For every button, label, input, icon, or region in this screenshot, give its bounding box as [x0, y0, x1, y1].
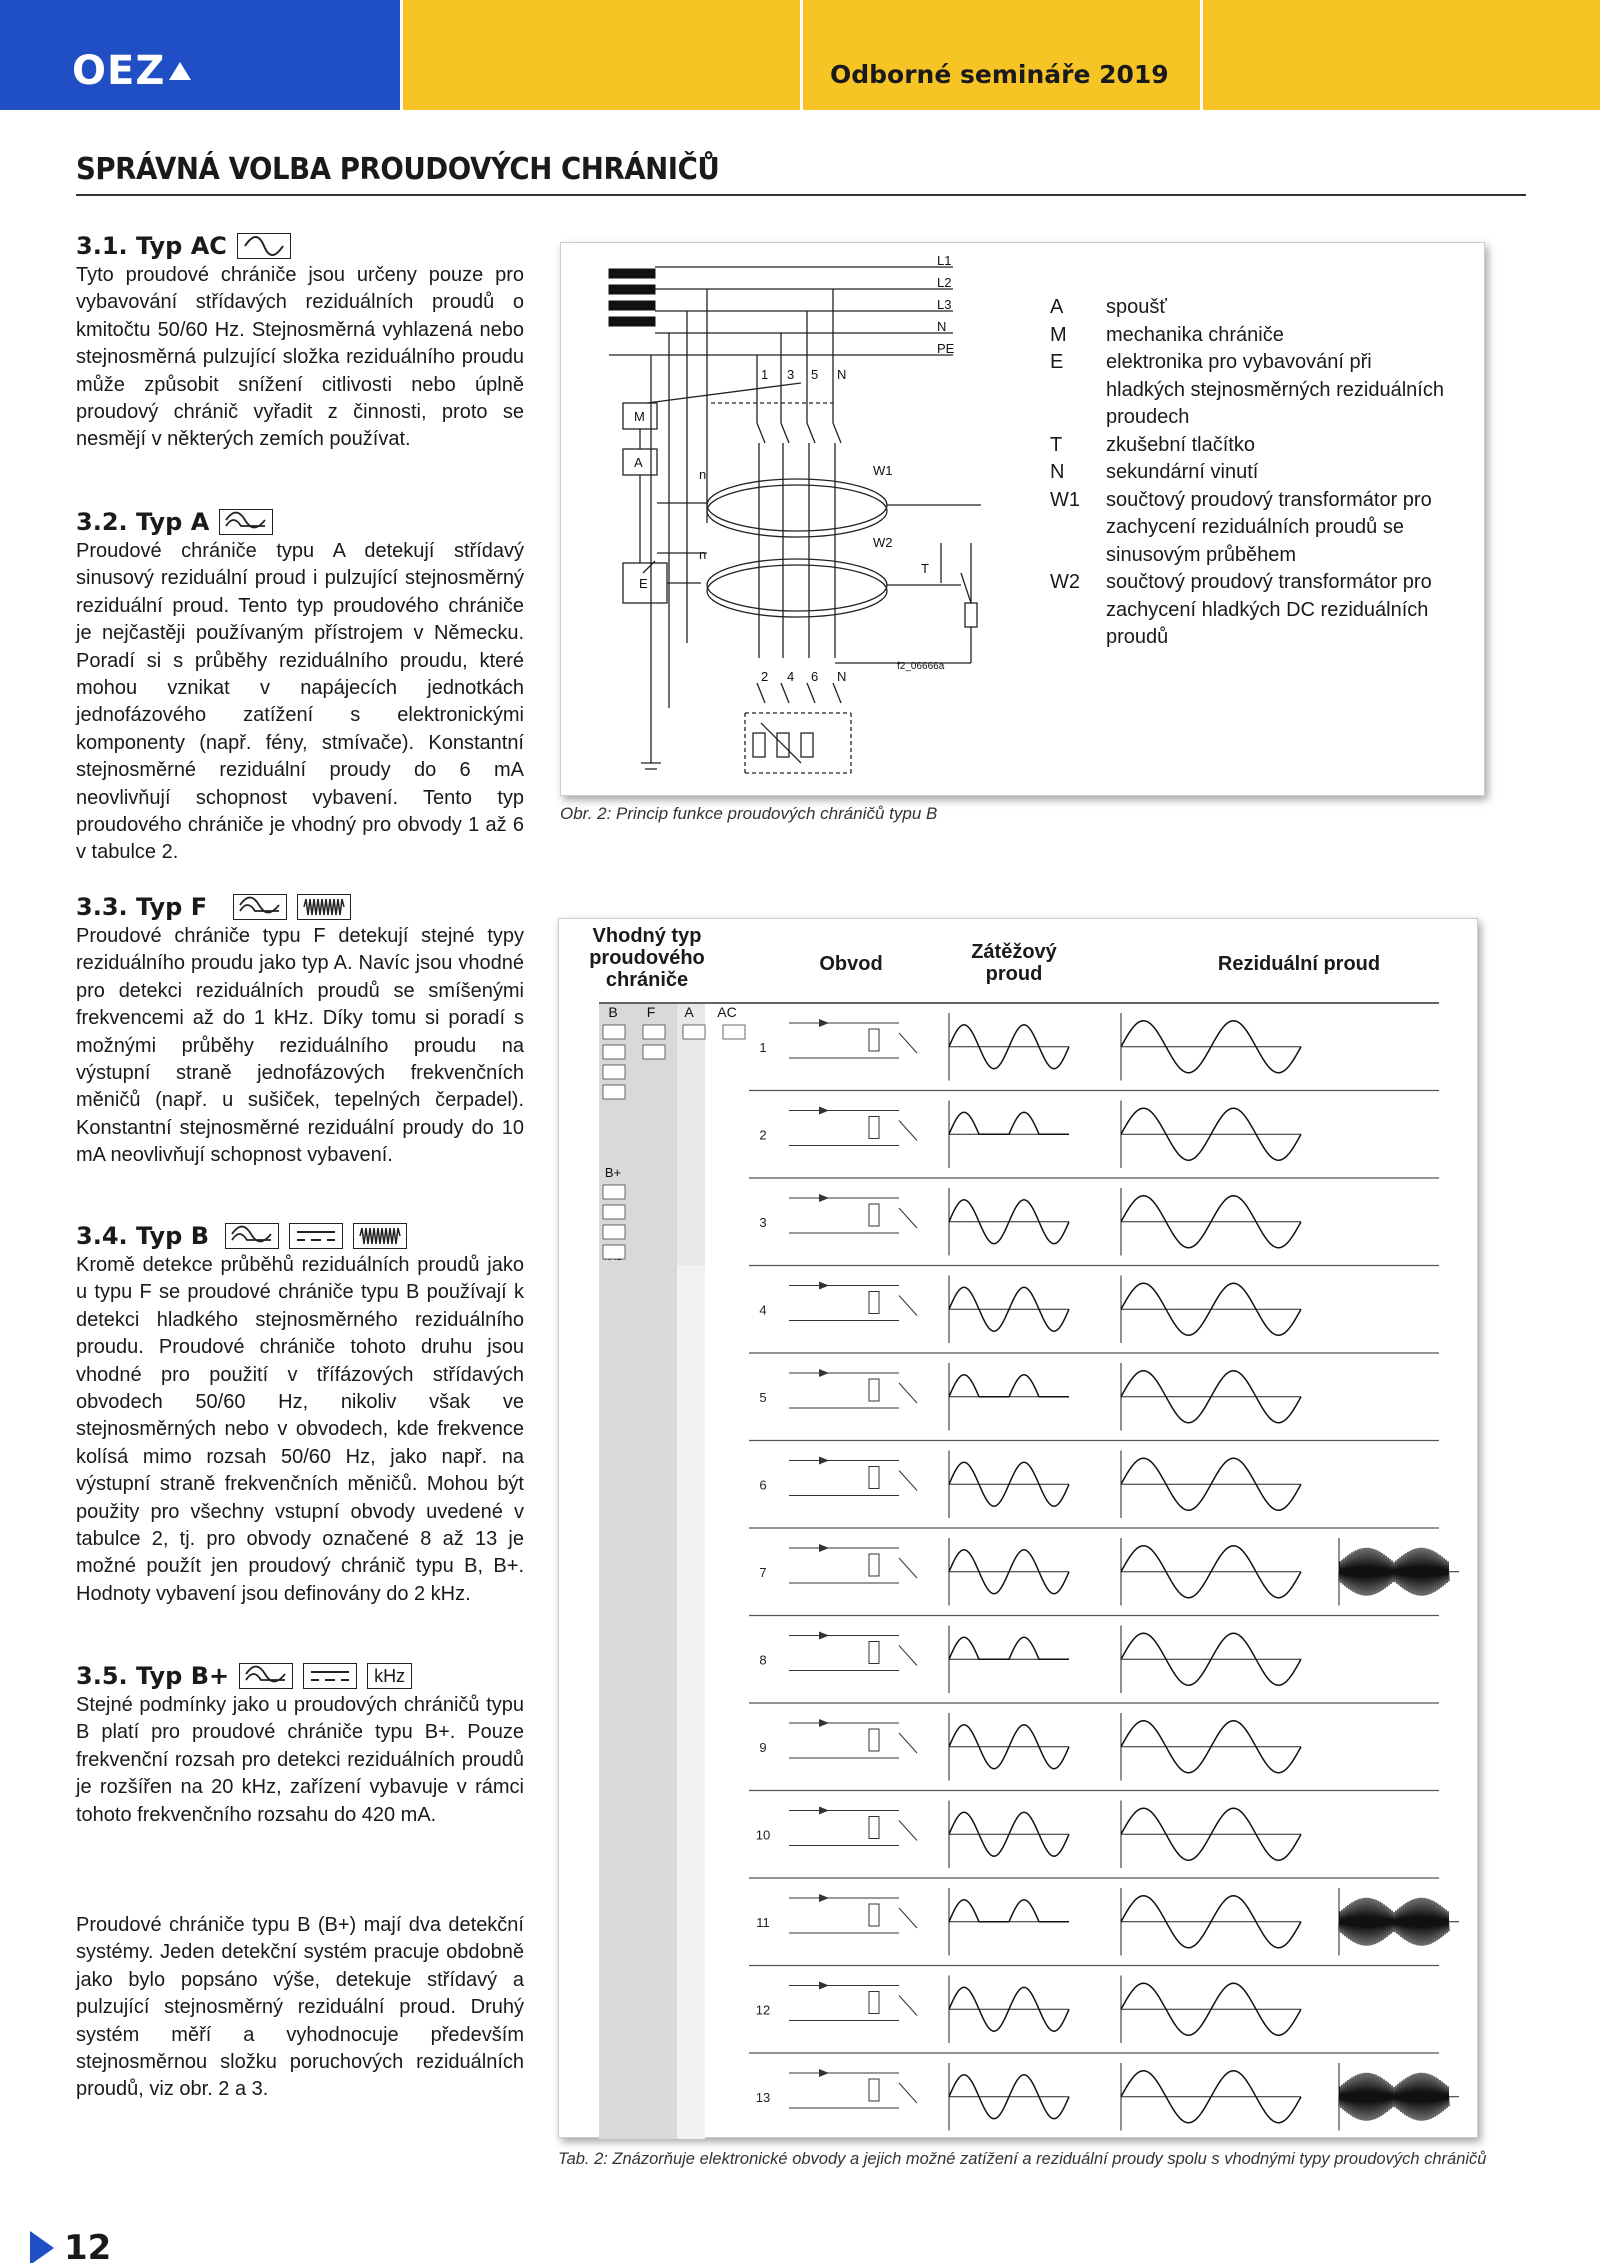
section-text-f: Proudové chrániče typu F detekují stejné typy reziduálního proudu jako typ A. Navíc jsou vhodné pro detekci reziduálních proudů se smíšenými frekvencemi až do 1 kHz. Díky tomu si poradí s možnými průběhy reziduálního proudu na výstupní straně jednofázových frekvenčních měničů (např. u sušiček, tepelných čerpadel). Konstantní stejnosměrné reziduální proudy do 10 mA neovlivňují schopnost vybavení.	[76, 925, 524, 1167]
load-resistor	[869, 1204, 879, 1226]
smooth-dc-icon	[303, 1663, 357, 1689]
circuit-arrow	[899, 1821, 917, 1841]
type-symbol-box	[603, 1205, 625, 1219]
transformer-label: W1	[873, 463, 893, 478]
type-symbol-box	[603, 1045, 625, 1059]
pulsating-dc-icon	[219, 509, 273, 535]
load-current-waveform	[949, 1375, 1069, 1397]
section-text-a: Proudové chrániče typu A detekují střídavý sinusový reziduální proud i pulzující stejnosměrný reziduální proud. Tento typ proudového chrániče je nejčastěji používaným přístrojem v Německu. Poradí si s průběhy reziduálního proudu, které mohou vznikat v napájecích jednotkách jednofázového zatížení s elektronickými komponenty (např. fény, stmívače). Konstantní stejnosměrné reziduální proudy do 6 mA neovlivňují schopnost vybavení. Tento typ proudového chrániče je vhodný pro obvody 1 až 6 v tabulce 2.	[76, 540, 524, 864]
load-resistor	[869, 1729, 879, 1751]
row-number: 8	[759, 1652, 767, 1668]
col-header-type: Vhodný typ proudového chrániče	[589, 925, 705, 991]
page-number	[30, 2228, 111, 2263]
circuit-arrow	[899, 1646, 917, 1666]
oez-logo: OEZ	[72, 48, 191, 94]
type-symbol-box	[603, 1065, 625, 1079]
legend-row: W1 součtový proudový transformátor pro zachycení reziduálních proudů se sinusovým průběhem	[1050, 488, 1432, 566]
line-label: L3	[937, 297, 952, 312]
circuit-arrow	[899, 1033, 917, 1053]
figure-2-legend	[1050, 294, 1506, 652]
figure-ref: f2_06666a	[897, 661, 945, 672]
diode-glyph	[819, 1719, 829, 1727]
terminal-label: 3	[787, 367, 795, 382]
logo-triangle-icon	[169, 62, 191, 80]
load-resistor	[869, 1117, 879, 1139]
row-number: 2	[759, 1127, 767, 1143]
page-number-triangle-icon	[30, 2231, 54, 2263]
load-resistor	[869, 1642, 879, 1664]
type-symbol-box	[643, 1045, 665, 1059]
table-2-caption: Tab. 2: Znázorňuje elektronické obvody a jejich možné zatížení a reziduální proudy spolu s vhodnými typy proudových chráničů	[558, 2150, 1487, 2168]
smooth-dc-icon	[289, 1223, 343, 1249]
type-symbol-box	[683, 1025, 705, 1039]
diode-glyph	[819, 1807, 829, 1815]
mixed-frequency-icon	[297, 894, 351, 920]
circuit-arrow	[899, 1383, 917, 1403]
load-resistor	[869, 1904, 879, 1926]
circuit-arrow	[899, 1208, 917, 1228]
legend-row: A spoušť	[1050, 296, 1167, 318]
terminal-label: N	[837, 367, 847, 382]
load-resistor	[869, 1029, 879, 1051]
legend-row: N sekundární vinutí	[1050, 461, 1259, 483]
diode-glyph	[819, 1457, 829, 1465]
section-heading-f: 3.3. Typ F	[76, 893, 351, 921]
circuit-arrow	[899, 1908, 917, 1928]
terminal-label: 5	[811, 367, 819, 382]
row-number: 1	[759, 1039, 767, 1055]
pulsating-dc-icon	[233, 894, 287, 920]
header-title: Odborné semináře 2019	[830, 60, 1169, 89]
type-symbol-box	[723, 1025, 745, 1039]
type-col-label: AC	[717, 1004, 737, 1020]
high-frequency-residual-waveform	[1339, 1898, 1449, 1946]
section-heading-ac: 3.1. Typ AC	[76, 232, 291, 260]
line-label: L2	[937, 275, 952, 290]
pulsating-dc-icon	[225, 1223, 279, 1249]
col-header-load-current: Zátěžový proud	[971, 941, 1057, 985]
circuit-arrow	[899, 1733, 917, 1753]
type-col-label: F	[646, 1004, 656, 1020]
page-number-text: 12	[64, 2228, 112, 2263]
load-resistor	[869, 1292, 879, 1314]
header-blue-band	[0, 0, 400, 110]
terminal-label: 4	[787, 669, 795, 684]
circuit-arrow	[899, 1471, 917, 1491]
row-number: 13	[755, 2089, 771, 2105]
row-number: 6	[759, 1477, 767, 1493]
type-b-plus-label: B+	[604, 1165, 622, 1180]
section-heading-b: 3.4. Typ B	[76, 1222, 407, 1250]
ac-sine-icon	[237, 233, 291, 259]
load-resistor	[869, 1379, 879, 1401]
row-number: 3	[759, 1214, 767, 1230]
section-heading-a: 3.2. Typ A	[76, 508, 273, 536]
closing-paragraph: Proudové chrániče typu B (B+) mají dva detekční systémy. Jeden detekční systém pracuje obdobně jako bylo popsáno výše, detekuje střídavý a pulzující stejnosměrný reziduální proud. Druhý systém měří a vyhodnocuje především stejnosměrnou složku poruchových reziduálních proudů, viz obr. 2 a 3.	[76, 1914, 524, 2101]
box-label: M	[634, 409, 645, 424]
diode-glyph	[819, 1894, 829, 1902]
type-symbol-box	[603, 1245, 625, 1259]
row-number: 4	[759, 1302, 767, 1318]
row-number: 5	[759, 1389, 767, 1405]
load-current-waveform	[949, 1900, 1069, 1922]
type-col-label: B	[608, 1004, 618, 1020]
terminal-label: 2	[761, 669, 769, 684]
type-column-shade	[677, 1003, 705, 1266]
line-label: L1	[937, 253, 952, 268]
diode-glyph	[819, 2069, 829, 2077]
diode-glyph	[819, 1019, 829, 1027]
page-title: SPRÁVNÁ VOLBA PROUDOVÝCH CHRÁNIČŮ	[76, 152, 720, 187]
type-symbol-box	[603, 1085, 625, 1099]
diode-glyph	[819, 1982, 829, 1990]
diode-glyph	[819, 1282, 829, 1290]
diode-glyph	[819, 1369, 829, 1377]
khz-badge: kHz	[367, 1663, 412, 1689]
test-button-label: T	[921, 561, 929, 576]
load-resistor	[869, 1992, 879, 2014]
load-current-waveform	[949, 1637, 1069, 1659]
header-yellow-band	[400, 0, 1600, 110]
legend-row: T zkušební tlačítko	[1050, 433, 1255, 456]
col-header-circuit: Obvod	[819, 953, 883, 975]
terminal-label: N	[837, 669, 847, 684]
load-resistor	[869, 1554, 879, 1576]
diode-glyph	[819, 1544, 829, 1552]
legend-row: M mechanika chrániče	[1050, 323, 1284, 346]
circuit-arrow	[899, 1296, 917, 1316]
terminal-label: 1	[761, 367, 769, 382]
mixed-frequency-icon	[353, 1223, 407, 1249]
table-2-frame	[558, 918, 1478, 2138]
winding-label: n	[699, 467, 707, 482]
load-resistor	[869, 1467, 879, 1489]
high-frequency-residual-waveform	[1339, 1548, 1449, 1596]
row-number: 10	[755, 1827, 771, 1843]
row-number: 7	[759, 1564, 767, 1580]
title-divider	[76, 194, 1526, 196]
load-resistor	[869, 2079, 879, 2101]
box-label: E	[639, 576, 648, 591]
section-heading-b-plus: 3.5. Typ B+ kHz	[76, 1662, 412, 1690]
type-symbol-box	[603, 1185, 625, 1199]
table-2-grid	[559, 919, 1479, 2139]
circuit-arrow	[899, 1121, 917, 1141]
section-text-b: Kromě detekce průběhů reziduálních proudů jako u typu F se proudové chrániče typu B používají k detekci hladkého stejnosměrného reziduálního proudu. Proudové chrániče tohoto druhu jsou vhodné pro použití v třífázových střídavých obvodech 50/60 Hz, nikoliv však ve stejnosměrných nebo v obvodech, kde frekvence kolísá mimo rozsah 50/60 Hz, jako např. na výstupní straně frekvenčních měničů. Mohou být použity pro všechny vstupní obvody uvedené v tabulce 2, tj. pro obvody označené 8 až 13 je možné použít jen proudový chránič typu B, B+. Hodnoty vybavení jsou definovány do 2 kHz.	[76, 1254, 524, 1605]
terminal-label: 6	[811, 669, 819, 684]
diode-glyph	[819, 1107, 829, 1115]
row-number: 12	[755, 2002, 771, 2018]
section-text-ac: Tyto proudové chrániče jsou určeny pouze pro vybavování střídavých reziduálních proudů o kmitočtu 50/60 Hz. Stejnosměrná vyhlazená nebo stejnosměrná pulzující složka reziduálního proudu může způsobit snížení citlivosti nebo úplně proudový chránič vyřadit z činnosti, proto se nesmějí v některých zemích používat.	[76, 264, 524, 451]
circuit-arrow	[899, 1558, 917, 1578]
row-number: 9	[759, 1739, 767, 1755]
pulsating-dc-icon	[239, 1663, 293, 1689]
legend-row: E elektronika pro vybavování při hladkých stejnosměrných reziduálních proudech	[1050, 351, 1444, 428]
header-divider	[400, 0, 403, 110]
header-divider	[800, 0, 803, 110]
winding-label: n	[699, 547, 707, 562]
diode-glyph	[819, 1194, 829, 1202]
legend-row: W2 součtový proudový transformátor pro zachycení hladkých DC reziduálních proudů	[1050, 571, 1432, 648]
figure-2-caption: Obr. 2: Princip funkce proudových chráničů typu B	[560, 804, 938, 823]
type-symbol-box	[643, 1025, 665, 1039]
circuit-arrow	[899, 1996, 917, 2016]
circuit-arrow	[899, 2083, 917, 2103]
section-text-b-plus: Stejné podmínky jako u proudových chráničů typu B platí pro proudové chrániče typu B+. Pouze frekvenční rozsah pro detekci reziduálních proudů je rozšířen na 20 kHz, zařízení vybavuje v rámci tohoto frekvenčního rozsahu do 420 mA.	[76, 1694, 524, 1826]
line-label: N	[937, 319, 947, 334]
col-header-residual-current: Reziduální proud	[1217, 953, 1381, 975]
transformer-label: W2	[873, 535, 893, 550]
load-resistor	[869, 1817, 879, 1839]
row-number: 11	[756, 1914, 770, 1930]
type-column-shade	[677, 1266, 705, 2140]
type-col-label: A	[684, 1004, 694, 1020]
header-divider	[1200, 0, 1203, 110]
diode-glyph	[819, 1632, 829, 1640]
box-label: A	[634, 455, 643, 470]
type-symbol-box	[603, 1225, 625, 1239]
high-frequency-residual-waveform	[1339, 2073, 1449, 2121]
load-current-waveform	[949, 1112, 1069, 1134]
type-symbol-box	[603, 1025, 625, 1039]
line-label: PE	[937, 341, 955, 356]
